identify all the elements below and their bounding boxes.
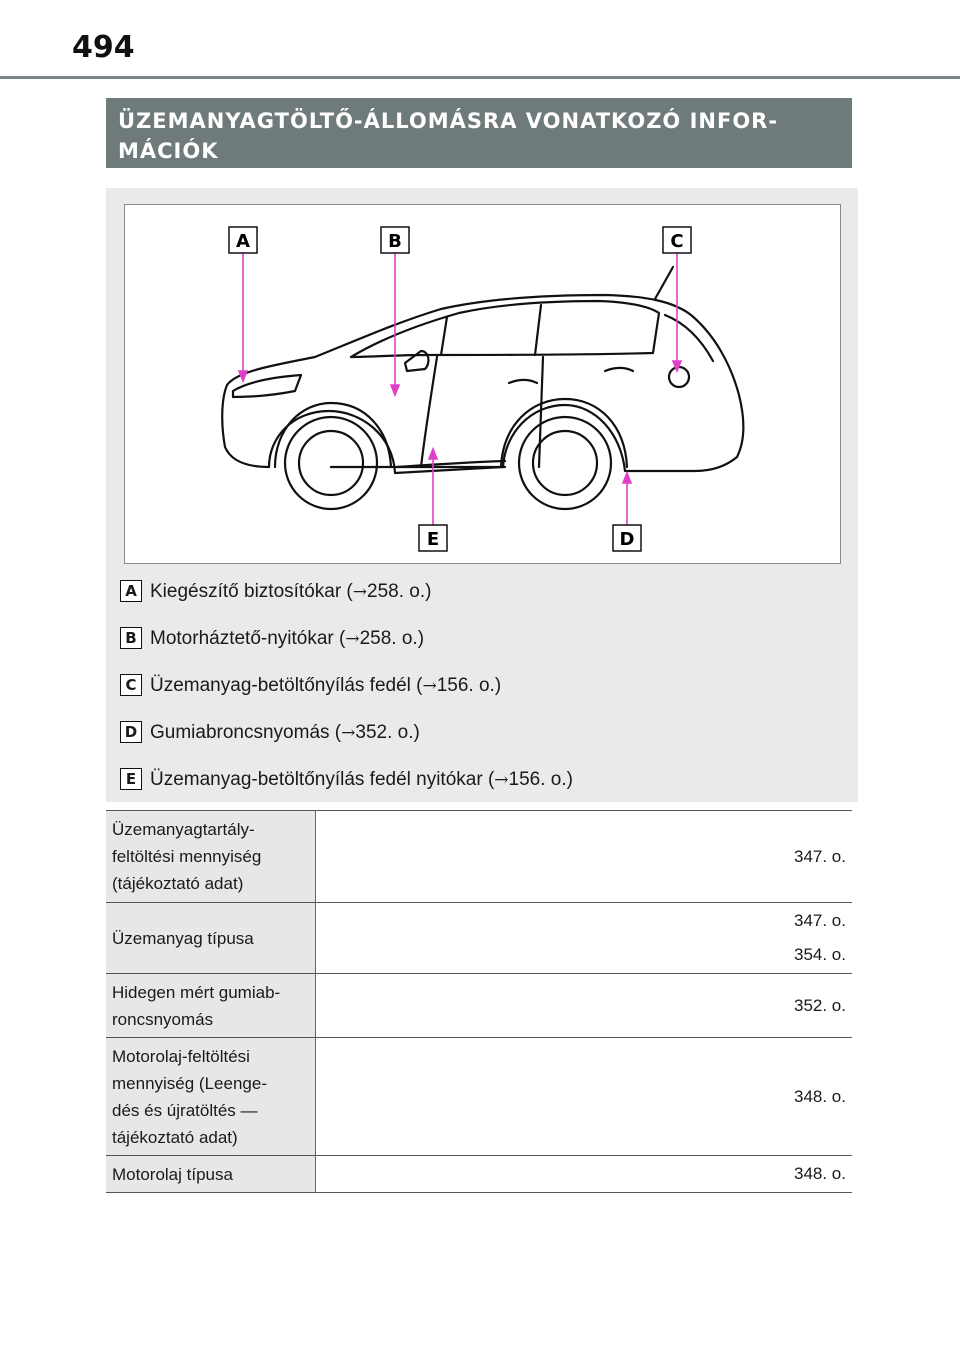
arrow-icon: →: [341, 723, 356, 743]
callout-a-label: A: [236, 231, 250, 252]
row-label: Hidegen mért gumiab- roncsnyomás: [106, 974, 315, 1038]
spec-table: [106, 810, 852, 1193]
car-illustration: [125, 205, 842, 565]
legend-text: Motorháztető-nyitókar (→258. o.): [150, 628, 425, 649]
callout-lines: [239, 253, 681, 527]
callout-e-label: E: [426, 529, 440, 550]
row-value: 352. o.: [315, 974, 852, 1038]
legend-key: C: [120, 674, 142, 696]
legend-key: A: [120, 580, 142, 602]
row-value: 348. o.: [315, 1156, 852, 1193]
legend-item-a: [120, 580, 840, 627]
table-row: [106, 1156, 852, 1193]
diagram-panel: [106, 188, 858, 802]
legend-text: Gumiabroncsnyomás (→352. o.): [150, 722, 420, 743]
arrow-icon: →: [494, 770, 509, 790]
legend-item-c: [120, 674, 840, 721]
row-value: 347. o. 354. o.: [315, 903, 852, 974]
table-row: [106, 903, 852, 974]
legend-key: B: [120, 627, 142, 649]
table-row: [106, 974, 852, 1038]
row-label: Üzemanyagtartály- feltöltési mennyiség (tájékoztató adat): [106, 811, 315, 903]
legend: [120, 580, 840, 815]
table-row: [106, 811, 852, 903]
row-label: Üzemanyag típusa: [106, 903, 315, 974]
arrow-icon: →: [422, 676, 437, 696]
car-outline: [222, 267, 743, 509]
legend-text: Üzemanyag-betöltőnyílás fedél (→156. o.): [150, 675, 502, 696]
car-diagram: [124, 204, 841, 564]
legend-text: Üzemanyag-betöltőnyílás fedél nyitókar (→156. o.): [150, 769, 573, 790]
table-row: [106, 1038, 852, 1156]
legend-key: D: [120, 721, 142, 743]
legend-item-e: [120, 768, 840, 815]
callout-d-label: D: [619, 529, 635, 550]
legend-key: E: [120, 768, 142, 790]
top-rule: [0, 76, 960, 79]
callout-labels: [229, 227, 691, 551]
row-label: Motorolaj-feltöltési mennyiség (Leenge- dés és újratöltés — tájékoztató adat): [106, 1038, 315, 1156]
row-label: Motorolaj típusa: [106, 1156, 315, 1193]
arrow-icon: →: [345, 629, 360, 649]
callout-b-label: B: [388, 231, 402, 252]
page-number: 494: [72, 30, 135, 65]
legend-text: Kiegészítő biztosítókar (→258. o.): [150, 581, 432, 602]
section-header: ÜZEMANYAGTÖLTŐ-ÁLLOMÁSRA VONATKOZÓ INFOR-MÁCIÓK: [106, 98, 852, 168]
row-value: 348. o.: [315, 1038, 852, 1156]
legend-item-b: [120, 627, 840, 674]
callout-c-label: C: [670, 231, 684, 252]
row-value: 347. o.: [315, 811, 852, 903]
arrow-icon: →: [352, 582, 368, 602]
legend-item-d: [120, 721, 840, 768]
